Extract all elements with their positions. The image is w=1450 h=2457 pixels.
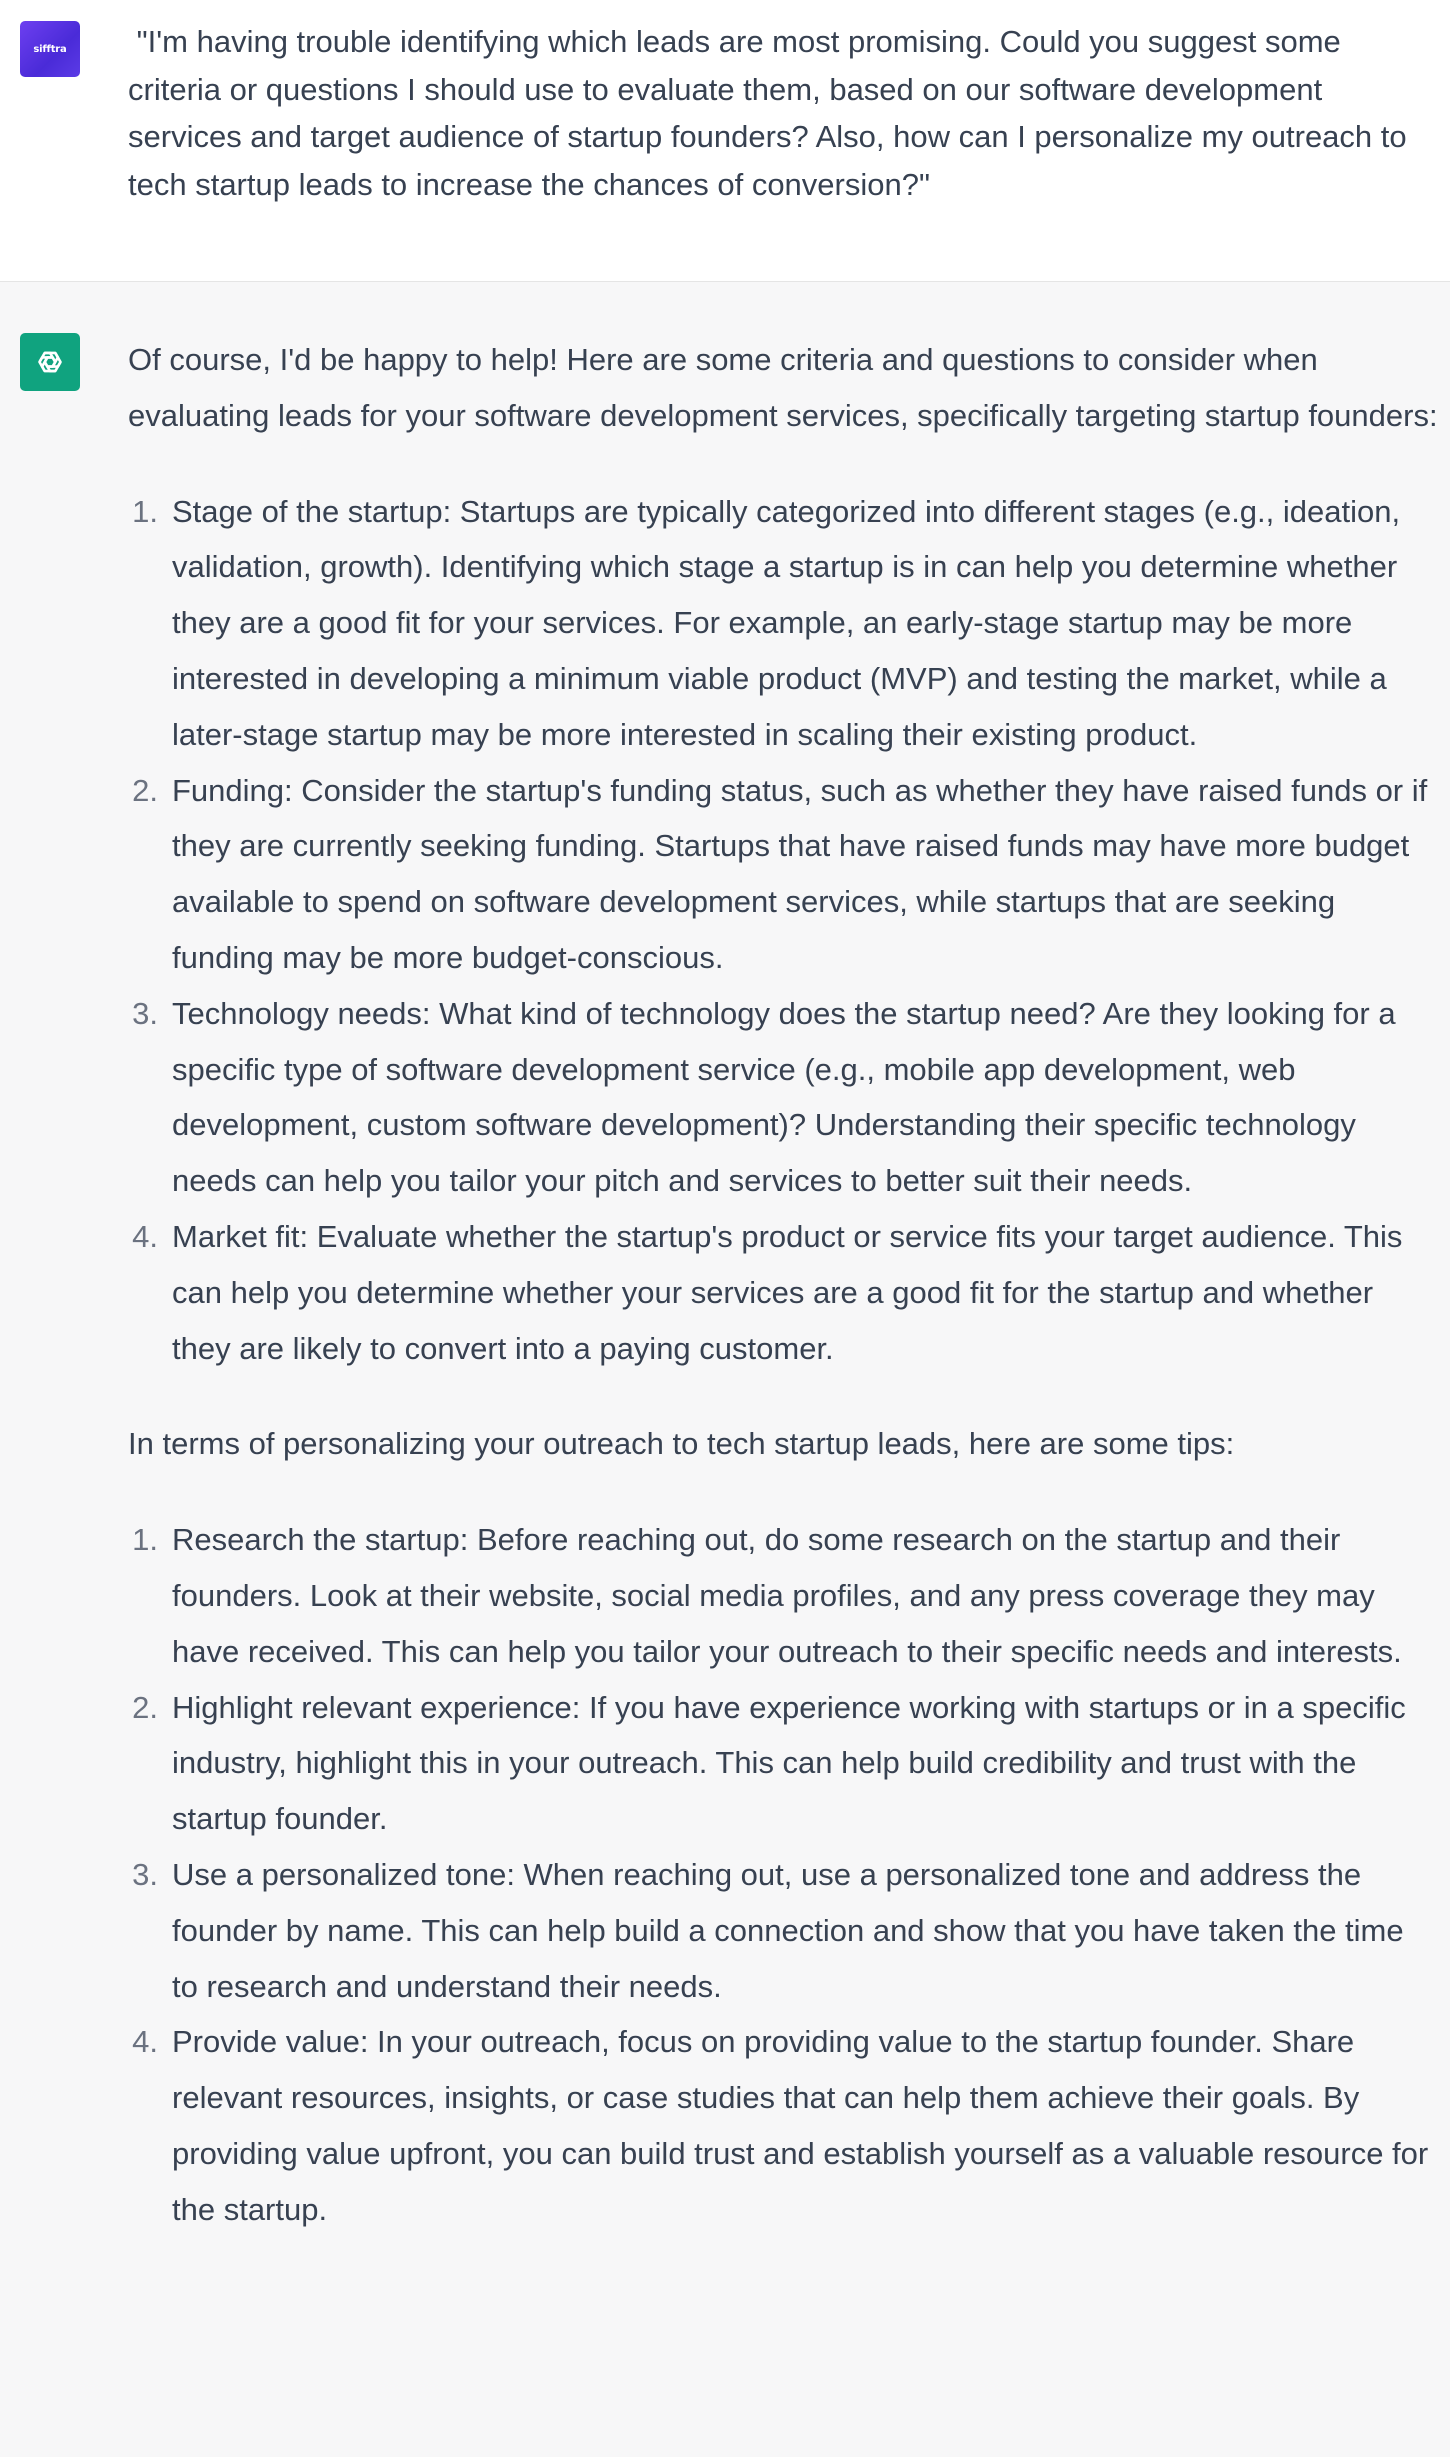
user-message-text: "I'm having trouble identifying which leads are most promising. Could you suggest some criteria or questions I should use to evaluate them, based on our software development services and target audience of startup founders? Also, how can I personalize my outreach to tech startup leads to increase the chances of conversion?" xyxy=(128,24,1416,202)
assistant-intro: Of course, I'd be happy to help! Here are some criteria and questions to consider when evaluating leads for your software development services, specifically targeting startup founders: xyxy=(128,342,1438,433)
tips-list xyxy=(128,1512,1438,2237)
criteria-item: Stage of the startup: Startups are typically categorized into different stages (e.g., ideation, validation, growth). Identifying which stage a startup is in can help you determine whether they are a good fit for your services. For example, an early-stage startup may be more interested in developing a minimum viable product (MVP) and testing the market, while a later-stage startup may be more interested in scaling their existing product. xyxy=(172,493,1401,752)
criteria-item: Funding: Consider the startup's funding status, such as whether they have raised funds or if they are currently seeking funding. Startups that have raised funds may have more budget available to spend on software development services, while startups that are seeking funding may be more budget-conscious. xyxy=(172,772,1428,975)
criteria-item: Technology needs: What kind of technology does the startup need? Are they looking for a specific type of software development service (e.g., mobile app development, web development, custom software development)? Understanding their specific technology needs can help you tailor your pitch and services to better suit their needs. xyxy=(172,995,1396,1199)
user-avatar-logo: sifftra xyxy=(33,43,67,55)
tip-item: Provide value: In your outreach, focus on providing value to the startup founder. Share relevant resources, insights, or case studies that can help them achieve their goals. By providing value upfront, you can build trust and establish yourself as a valuable resource for the startup. xyxy=(172,2024,1429,2227)
assistant-message-body xyxy=(128,332,1438,2238)
user-message-row xyxy=(0,0,1450,282)
tip-item: Use a personalized tone: When reaching out, use a personalized tone and address the founder by name. This can help build a connection and show that you have taken the time to research and understand their needs. xyxy=(172,1856,1404,2004)
criteria-list xyxy=(128,484,1438,1377)
outreach-intro: In terms of personalizing your outreach to tech startup leads, here are some tips: xyxy=(128,1426,1235,1462)
tip-item: Highlight relevant experience: If you have experience working with startups or in a specific industry, highlight this in your outreach. This can help build credibility and trust with the startup founder. xyxy=(172,1689,1406,1837)
openai-logo-icon xyxy=(20,333,80,391)
tip-item: Research the startup: Before reaching out, do some research on the startup and their founders. Look at their website, social media profiles, and any press coverage they may have received. This can help you tailor your outreach to their specific needs and interests. xyxy=(172,1522,1402,1669)
criteria-item: Market fit: Evaluate whether the startup's product or service fits your target audience. This can help you determine whether your services are a good fit for the startup and whether they are likely to convert into a paying customer. xyxy=(172,1218,1403,1366)
user-avatar xyxy=(20,21,80,77)
